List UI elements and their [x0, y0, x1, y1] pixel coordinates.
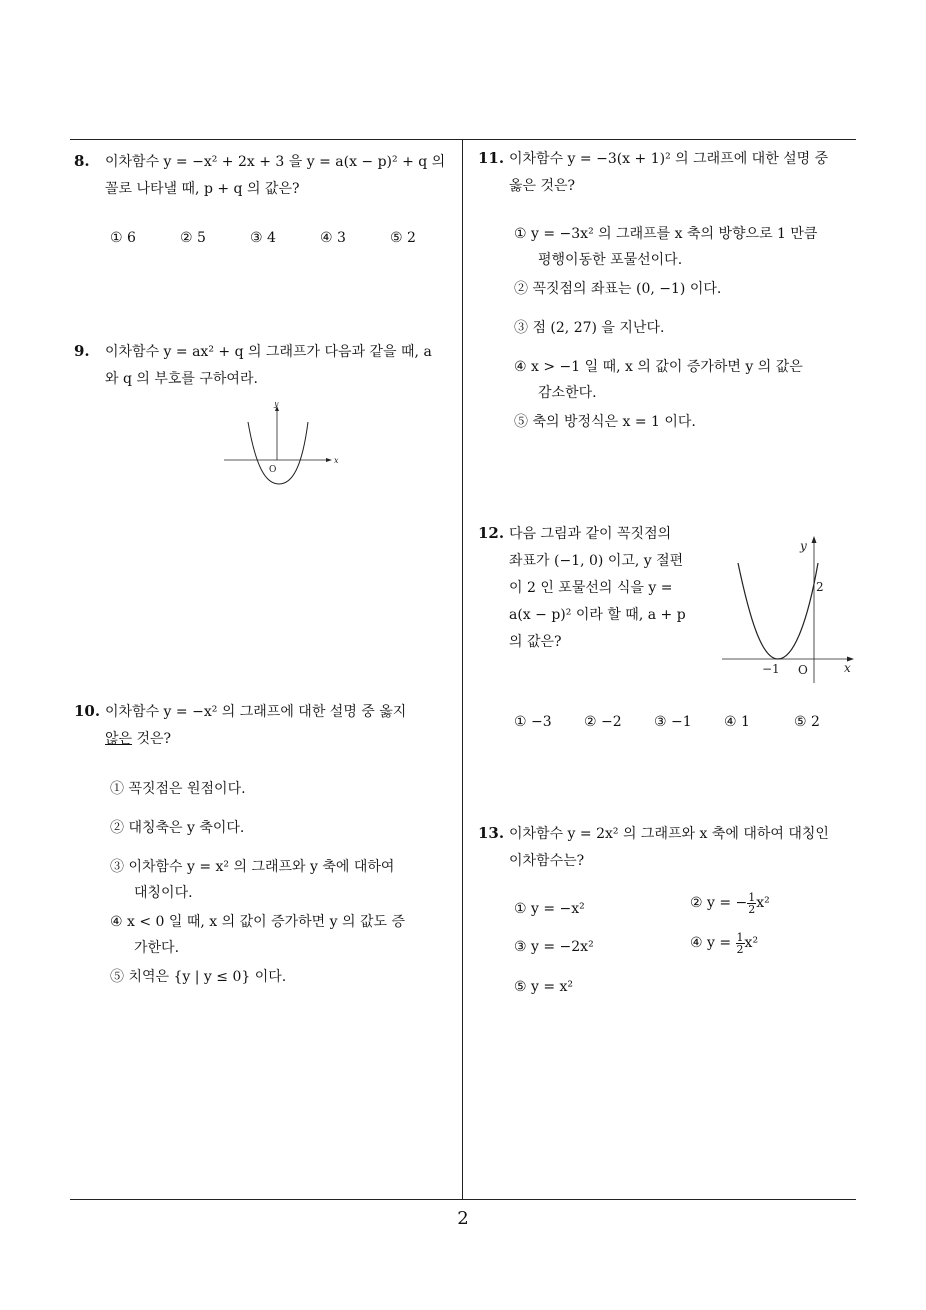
- vertex-label: −1: [762, 662, 780, 676]
- choice-1[interactable]: [514, 896, 585, 922]
- question-9: [74, 338, 456, 475]
- choice-2-suffix: x²: [756, 895, 770, 911]
- question-11: [478, 145, 858, 430]
- choice-1-text: ① y = −x²: [514, 901, 585, 917]
- y-label: y: [800, 539, 807, 553]
- y-intercept-label: 2: [816, 580, 824, 594]
- option-5[interactable]: [110, 964, 286, 990]
- option-2-text: ② 대칭축은 y 축이다.: [110, 820, 245, 836]
- parabola-graph-q12: [718, 528, 860, 686]
- fraction-denominator: 2: [748, 902, 756, 916]
- question-text-line2: 옳은 것은?: [509, 178, 576, 194]
- parabola-graph-q9: [222, 402, 342, 494]
- option-5-text: ⑤ 축의 방정식은 x = 1 이다.: [514, 414, 696, 430]
- choice-5[interactable]: ⑤ 2: [390, 230, 416, 246]
- option-1[interactable]: [514, 221, 817, 273]
- option-1[interactable]: [110, 776, 246, 802]
- option-1-text: ① y = −3x² 의 그래프를 x 축의 방향으로 1 만큼: [514, 226, 818, 242]
- question-text-line2: 좌표가 (−1, 0) 이고, y 절편: [509, 553, 684, 569]
- choice-2-prefix: ② y = −: [690, 895, 748, 911]
- choice-4-prefix: ④ y =: [690, 935, 736, 951]
- fraction-numerator: 1: [736, 930, 744, 944]
- choice-1[interactable]: ① 6: [110, 230, 136, 246]
- question-text-line3: 이 2 인 포물선의 식을 y =: [509, 580, 673, 596]
- choice-5[interactable]: [514, 974, 573, 1000]
- question-text-line4: a(x − p)² 이라 할 때, a + p: [509, 607, 686, 623]
- question-text-line2: 꼴로 나타낼 때, p + q 의 값은?: [105, 181, 300, 197]
- fraction: [736, 932, 745, 955]
- question-number: 11.: [478, 149, 505, 167]
- question-text-line2-rest: 것은?: [132, 731, 172, 747]
- question-number: 9.: [74, 342, 90, 360]
- option-4-text: ④ x < 0 일 때, x 의 값이 증가하면 y 의 값도 증: [110, 914, 406, 930]
- question-number: 13.: [478, 824, 505, 842]
- question-10: [74, 698, 456, 985]
- option-5[interactable]: [514, 409, 696, 435]
- fraction-numerator: 1: [748, 890, 756, 904]
- bottom-rule: [70, 1199, 856, 1200]
- question-text-line1: 이차함수 y = ax² + q 의 그래프가 다음과 같을 때, a: [105, 344, 432, 360]
- choice-3[interactable]: ③ −1: [654, 714, 692, 730]
- question-text-line1: 이차함수 y = −x² 의 그래프에 대한 설명 중 옳지: [105, 704, 407, 720]
- option-4-text: ④ x > −1 일 때, x 의 값이 증가하면 y 의 값은: [514, 359, 803, 375]
- option-2[interactable]: [110, 815, 244, 841]
- choice-row: [514, 714, 834, 730]
- choice-4[interactable]: ④ 1: [724, 714, 750, 730]
- question-text-line1: 이차함수 y = −3(x + 1)² 의 그래프에 대한 설명 중: [509, 151, 829, 167]
- choice-3[interactable]: [514, 934, 594, 960]
- choice-2[interactable]: [690, 890, 770, 916]
- question-text-line1: 이차함수 y = 2x² 의 그래프와 x 축에 대하여 대칭인: [509, 826, 829, 842]
- question-text-line2: 이차함수는?: [509, 853, 585, 869]
- option-4[interactable]: [514, 354, 803, 406]
- question-number: 10.: [74, 702, 101, 720]
- parabola-curve: [738, 563, 818, 659]
- option-4-text-cont: 감소한다.: [538, 385, 597, 401]
- choice-4[interactable]: ④ 3: [320, 230, 346, 246]
- option-3-text: ③ 이차함수 y = x² 의 그래프와 y 축에 대하여: [110, 859, 395, 875]
- y-label: y: [274, 402, 279, 408]
- choice-4-suffix: x²: [744, 935, 759, 951]
- fraction: [747, 892, 756, 915]
- column-divider: [462, 139, 463, 1200]
- question-number: 8.: [74, 152, 90, 170]
- question-8: [74, 148, 456, 246]
- parabola-curve: [248, 422, 308, 484]
- choice-5-text: ⑤ y = x²: [514, 979, 574, 995]
- choice-2[interactable]: ② −2: [584, 714, 622, 730]
- page-number: 2: [457, 1208, 469, 1229]
- option-3[interactable]: [514, 315, 664, 341]
- option-3-text: ③ 점 (2, 27) 을 지난다.: [514, 320, 665, 336]
- origin-label: O: [269, 465, 277, 475]
- question-text-line1: 다음 그림과 같이 꼭짓점의: [509, 526, 672, 542]
- question-text-line1: 이차함수 y = −x² + 2x + 3 을 y = a(x − p)² + q 의: [105, 154, 446, 170]
- option-4-text-cont: 가한다.: [134, 940, 180, 956]
- option-4[interactable]: [110, 909, 405, 961]
- question-number: 12.: [478, 524, 505, 542]
- origin-label: O: [798, 663, 808, 677]
- x-label: x: [334, 456, 339, 465]
- choice-4[interactable]: [690, 930, 758, 956]
- top-rule: [70, 139, 856, 140]
- option-3[interactable]: [110, 854, 394, 906]
- question-text-line2: 와 q 의 부호를 구하여라.: [105, 371, 258, 387]
- choice-3[interactable]: ③ 4: [250, 230, 276, 246]
- question-13: [478, 820, 858, 995]
- option-2-text: ② 꼭짓점의 좌표는 (0, −1) 이다.: [514, 281, 722, 297]
- underlined-emphasis: 않은: [105, 731, 133, 747]
- choice-3-text: ③ y = −2x²: [514, 939, 594, 955]
- option-2[interactable]: [514, 276, 721, 302]
- y-axis-arrow: [812, 536, 817, 543]
- option-5-text: ⑤ 치역은 {y | y ≤ 0} 이다.: [110, 969, 287, 985]
- question-12: [478, 520, 858, 730]
- choice-row: [110, 230, 430, 246]
- question-text-line5: 의 값은?: [509, 634, 562, 650]
- choice-1[interactable]: ① −3: [514, 714, 552, 730]
- option-1-text-cont: 평행이동한 포물선이다.: [538, 252, 683, 268]
- choice-5[interactable]: ⑤ 2: [794, 714, 820, 730]
- choice-2[interactable]: ② 5: [180, 230, 206, 246]
- option-1-text: ① 꼭짓점은 원점이다.: [110, 781, 246, 797]
- x-label: x: [844, 661, 851, 675]
- option-3-text-cont: 대칭이다.: [134, 885, 193, 901]
- fraction-denominator: 2: [736, 942, 744, 956]
- x-axis-arrow: [326, 458, 332, 462]
